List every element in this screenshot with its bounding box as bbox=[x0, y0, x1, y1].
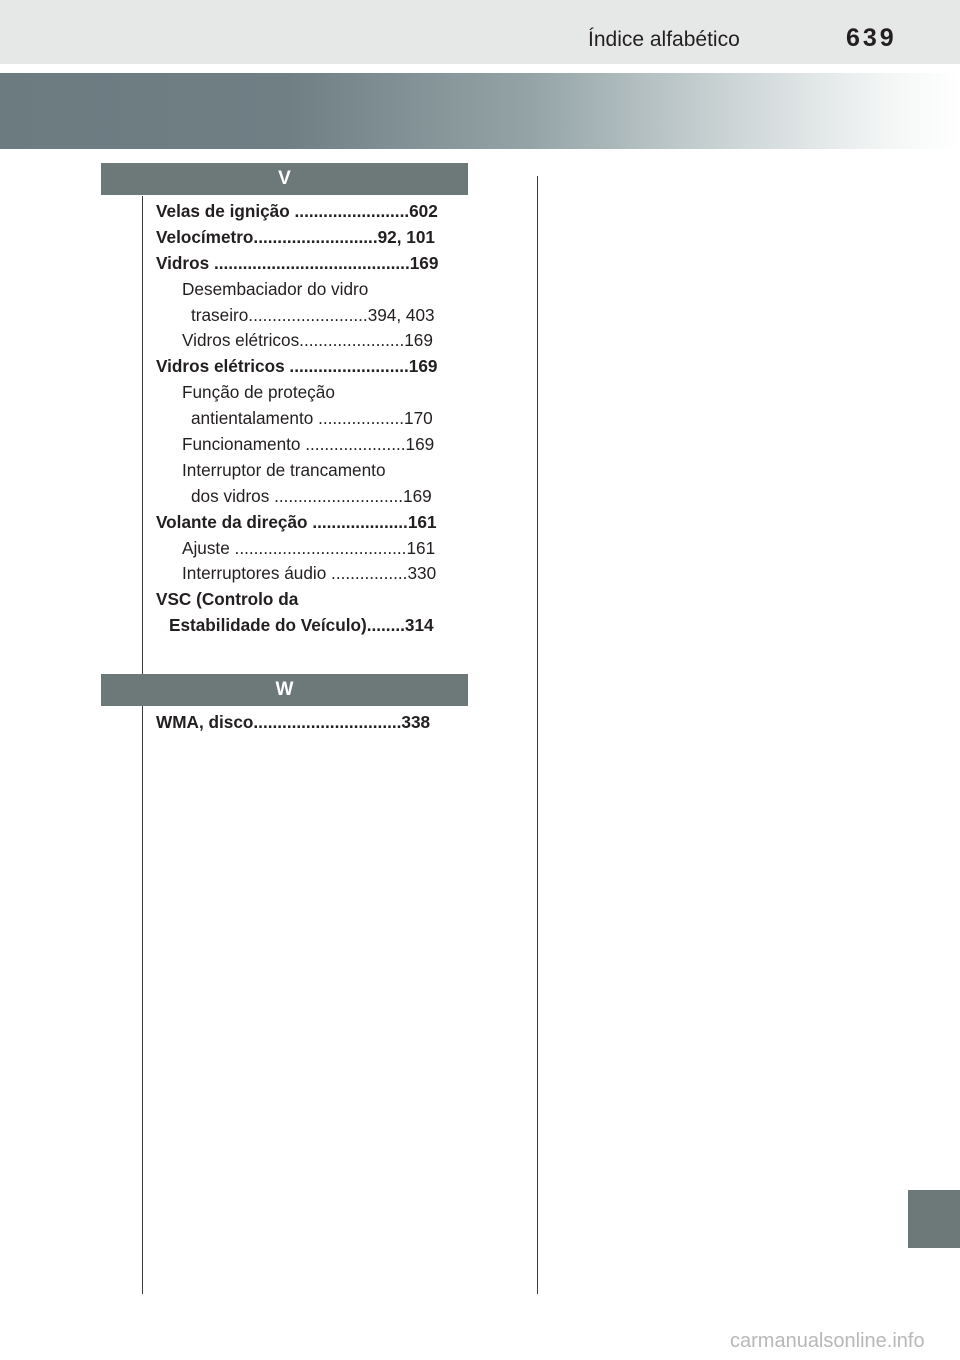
index-subentry: Interruptor de trancamento bbox=[182, 459, 386, 480]
index-subentry: Ajuste ....................................161 bbox=[182, 537, 436, 558]
index-list-v bbox=[156, 199, 466, 639]
page-number: 639 bbox=[846, 24, 897, 52]
index-entry: Vidros elétricos .........................169 bbox=[156, 356, 438, 377]
chapter-banner bbox=[0, 73, 960, 149]
index-subentry: Vidros elétricos......................169 bbox=[182, 330, 433, 351]
index-entry: Velocímetro..........................92, 101 bbox=[156, 226, 435, 247]
index-entry: Vidros .........................................169 bbox=[156, 252, 439, 273]
index-entry: VSC (Controlo da bbox=[156, 589, 299, 610]
index-subentry-continuation: traseiro.........................394, 403 bbox=[191, 304, 435, 325]
index-subentry: Função de proteção bbox=[182, 382, 335, 403]
watermark: carmanualsonline.info bbox=[730, 1330, 925, 1352]
section-header-v: V bbox=[101, 163, 468, 195]
section-header-w: W bbox=[101, 674, 468, 706]
index-entry: WMA, disco...............................338 bbox=[156, 712, 431, 732]
index-entry: Volante da direção ....................161 bbox=[156, 511, 437, 532]
index-entry-continuation: Estabilidade do Veículo)........314 bbox=[169, 615, 434, 636]
column-rule-right bbox=[537, 176, 538, 1294]
index-subentry: Funcionamento .....................169 bbox=[182, 434, 435, 455]
column-rule-left bbox=[142, 196, 143, 1294]
chapter-thumb-tab bbox=[908, 1190, 960, 1248]
index-subentry: Desembaciador do vidro bbox=[182, 278, 369, 299]
index-subentry-continuation: dos vidros ...........................169 bbox=[191, 485, 432, 506]
index-subentry: Interruptores áudio ................330 bbox=[182, 563, 437, 584]
index-subentry-continuation: antientalamento ..................170 bbox=[191, 408, 433, 429]
index-list-w bbox=[156, 710, 466, 736]
index-entry: Velas de ignição ........................602 bbox=[156, 201, 438, 221]
header-title: Índice alfabético bbox=[588, 28, 740, 51]
page-header-bar bbox=[0, 0, 960, 64]
